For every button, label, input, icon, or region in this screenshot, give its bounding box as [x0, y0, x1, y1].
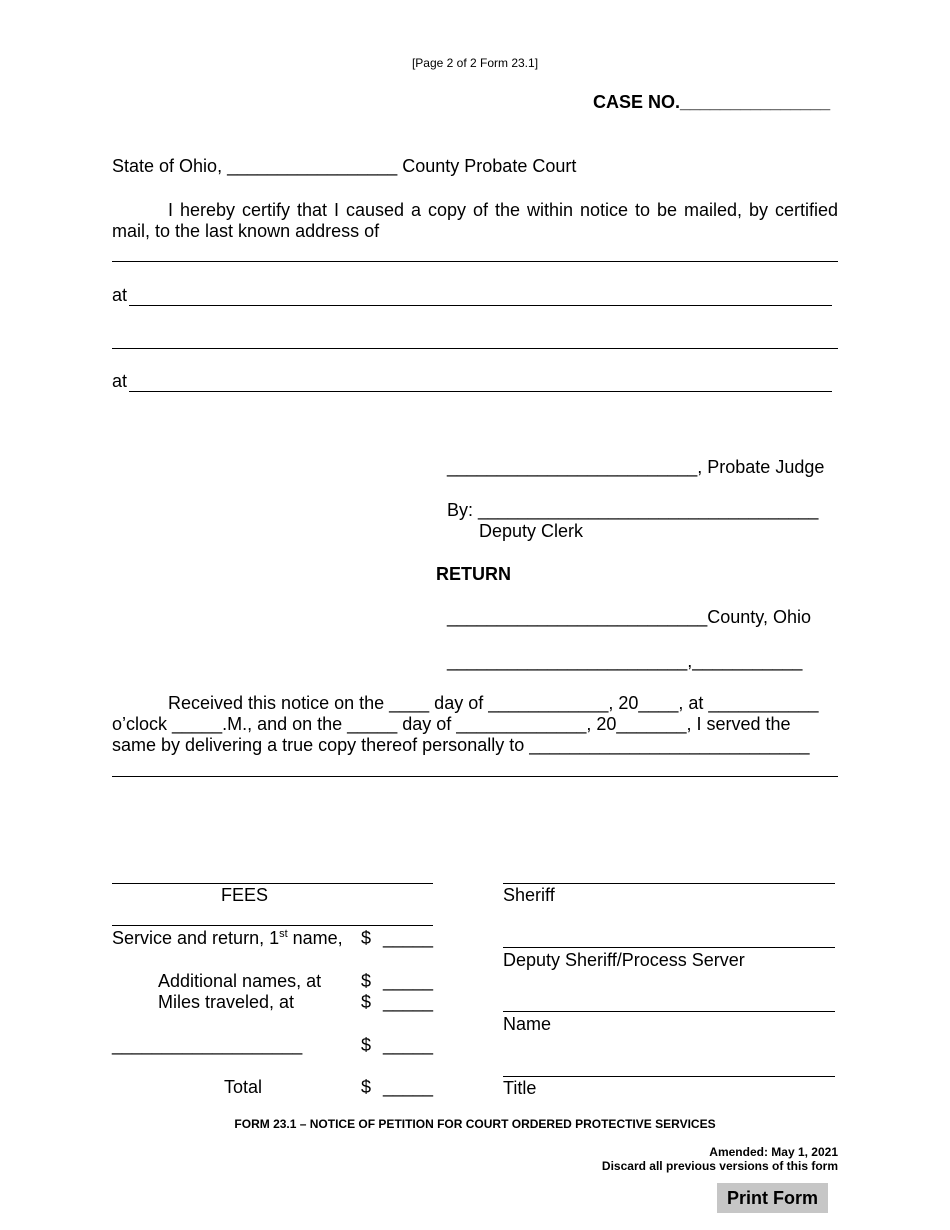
print-form-button[interactable]: Print Form	[717, 1183, 828, 1213]
address-line-1[interactable]	[112, 261, 838, 262]
fees-heading: FEES	[221, 885, 269, 905]
delivery-line[interactable]	[112, 776, 838, 777]
state-county-line[interactable]: State of Ohio, _________________ County Probate Court	[112, 156, 577, 176]
discard-notice: Discard all previous versions of this form	[601, 1159, 838, 1173]
deputy-sheriff-label: Deputy Sheriff/Process Server	[503, 950, 745, 970]
other-currency: $	[361, 1035, 372, 1055]
sheriff-signature-line[interactable]	[503, 883, 835, 884]
name-signature-line[interactable]	[503, 1011, 835, 1012]
miles-traveled-label: Miles traveled, at	[158, 992, 295, 1012]
form-title: FORM 23.1 – NOTICE OF PETITION FOR COURT ORDERED PROTECTIVE SERVICES	[234, 1117, 716, 1131]
county-ohio-line[interactable]: __________________________County, Ohio	[447, 607, 811, 627]
at-label-2: at	[112, 371, 128, 391]
address-line-2[interactable]	[112, 348, 838, 349]
fees-top-line	[112, 883, 433, 884]
deputy-signature-line[interactable]	[503, 947, 835, 948]
address-at-line-2[interactable]	[129, 391, 832, 392]
deputy-clerk-label: Deputy Clerk	[479, 521, 584, 541]
miles-currency: $	[361, 992, 372, 1012]
probate-judge-line[interactable]: _________________________, Probate Judge	[447, 457, 825, 477]
case-number[interactable]: CASE NO._______________	[593, 92, 831, 112]
service-return-label: Service and return, 1st name,	[112, 928, 343, 948]
by-signature-line[interactable]: By: __________________________________	[447, 500, 819, 520]
amended-date: Amended: May 1, 2021	[709, 1145, 838, 1159]
service-amount[interactable]: _____	[383, 928, 434, 948]
additional-amount[interactable]: _____	[383, 971, 434, 991]
return-heading: RETURN	[436, 564, 511, 584]
other-amount[interactable]: _____	[383, 1035, 434, 1055]
total-label: Total	[224, 1077, 263, 1097]
service-currency: $	[361, 928, 372, 948]
other-fee-label[interactable]: ___________________	[112, 1035, 303, 1055]
additional-currency: $	[361, 971, 372, 991]
page-marker: [Page 2 of 2 Form 23.1]	[411, 56, 539, 70]
title-signature-line[interactable]	[503, 1076, 835, 1077]
total-amount[interactable]: _____	[383, 1077, 434, 1097]
miles-amount[interactable]: _____	[383, 992, 434, 1012]
additional-names-label: Additional names, at	[158, 971, 322, 991]
fees-divider-line	[112, 925, 433, 926]
date-line[interactable]: ________________________,___________	[447, 651, 803, 671]
sheriff-label: Sheriff	[503, 885, 555, 905]
name-label: Name	[503, 1014, 552, 1034]
title-label: Title	[503, 1078, 537, 1098]
return-paragraph-line-2: o’clock _____.M., and on the _____ day of _____________, 20_______, I served the	[112, 714, 791, 734]
certification-paragraph: I hereby certify that I caused a copy of the within notice to be mailed, by certified mail, to the last known address of	[112, 200, 838, 241]
at-label-1: at	[112, 285, 128, 305]
return-paragraph-line-1: Received this notice on the ____ day of ____________, 20____, at ___________	[168, 693, 819, 713]
address-at-line-1[interactable]	[129, 305, 832, 306]
total-currency: $	[361, 1077, 372, 1097]
return-paragraph-line-3: same by delivering a true copy thereof personally to ____________________________	[112, 735, 810, 755]
ordinal-suffix: st	[279, 928, 288, 940]
